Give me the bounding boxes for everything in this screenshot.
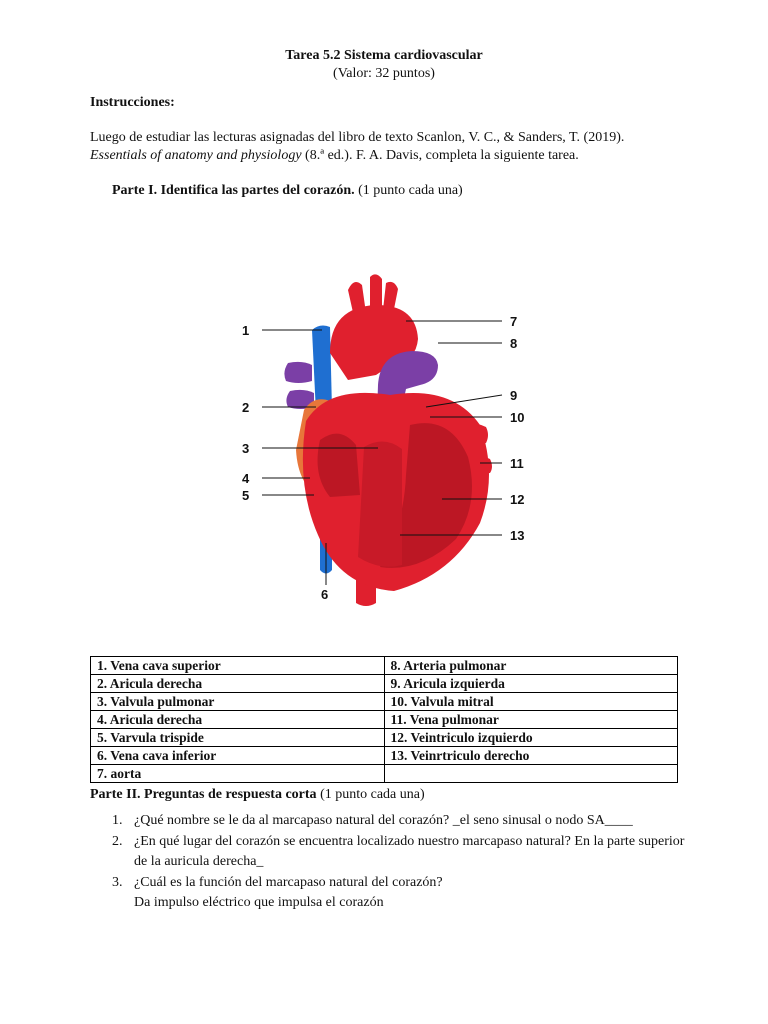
- label-4: 4: [242, 471, 250, 486]
- part1-title: Parte I. Identifica las partes del corazón.: [112, 183, 355, 198]
- table-cell: 6. Vena cava inferior: [91, 747, 385, 765]
- label-5: 5: [242, 488, 250, 503]
- list-item: [90, 873, 690, 913]
- heart-diagram: [180, 235, 580, 615]
- table-row: [91, 765, 678, 783]
- table-cell: 7. aorta: [91, 765, 385, 783]
- right-ventricle-chamber: [318, 434, 360, 497]
- question-number: 3.: [112, 875, 123, 890]
- answers-table: [90, 656, 678, 783]
- label-13: 13: [510, 528, 525, 543]
- table-cell: [384, 765, 678, 783]
- label-6: 6: [321, 587, 329, 602]
- table-row: [91, 729, 678, 747]
- label-10: 10: [510, 410, 525, 425]
- table-cell: 12. Veintriculo izquierdo: [384, 729, 678, 747]
- label-12: 12: [510, 492, 525, 507]
- list-item: [90, 832, 690, 872]
- label-8: 8: [510, 336, 518, 351]
- table-row: [91, 711, 678, 729]
- table-cell: 3. Valvula pulmonar: [91, 693, 385, 711]
- table-cell: 11. Vena pulmonar: [384, 711, 678, 729]
- questions-list: [90, 811, 690, 914]
- question-text: ¿Qué nombre se le da al marcapaso natural del corazón? _el seno sinusal o nodo SA____: [134, 813, 633, 828]
- question-text: ¿En qué lugar del corazón se encuentra localizado nuestro marcapaso natural? En la parte superior de la auricula derecha_: [134, 834, 685, 869]
- table-cell: 1. Vena cava superior: [91, 657, 385, 675]
- question-number: 2.: [112, 834, 123, 849]
- table-cell: 8. Arteria pulmonar: [384, 657, 678, 675]
- table-cell: 10. Valvula mitral: [384, 693, 678, 711]
- table-cell: 2. Aricula derecha: [91, 675, 385, 693]
- table-cell: 13. Veinrtriculo derecho: [384, 747, 678, 765]
- instructions-line-2: [90, 147, 690, 165]
- part1-points: (1 punto cada una): [354, 183, 463, 198]
- label-2: 2: [242, 400, 250, 415]
- table-cell: 4. Aricula derecha: [91, 711, 385, 729]
- table-cell: 9. Aricula izquierda: [384, 675, 678, 693]
- list-item: [90, 811, 690, 831]
- question-text: ¿Cuál es la función del marcapaso natural del corazón?: [134, 875, 443, 890]
- document-title: Tarea 5.2 Sistema cardiovascular: [285, 48, 483, 63]
- right-pulmonary-veins: [284, 362, 312, 383]
- part2-heading: [90, 787, 425, 803]
- label-1: 1: [242, 323, 250, 338]
- instructions-heading: Instrucciones:: [90, 95, 175, 110]
- heart-illustration: [180, 235, 580, 615]
- septum: [358, 441, 402, 566]
- document-subtitle: (Valor: 32 puntos): [333, 66, 435, 81]
- table-cell: 5. Varvula trispide: [91, 729, 385, 747]
- label-11: 11: [510, 456, 524, 471]
- question-number: 1.: [112, 813, 123, 828]
- part1-heading: [112, 183, 463, 199]
- label-7: 7: [510, 314, 518, 329]
- part2-title: Parte II. Preguntas de respuesta corta: [90, 787, 317, 802]
- table-row: [91, 693, 678, 711]
- part2-points: (1 punto cada una): [316, 787, 425, 802]
- label-3: 3: [242, 441, 250, 456]
- table-row: [91, 675, 678, 693]
- answer-text: Da impulso eléctrico que impulsa el corazón: [134, 895, 384, 910]
- table-row: [91, 657, 678, 675]
- instructions-line-1: Luego de estudiar las lecturas asignadas del libro de texto Scanlon, V. C., & Sanders, T. (2019).: [90, 130, 625, 145]
- book-title: Essentials of anatomy and physiology: [90, 148, 302, 163]
- label-9: 9: [510, 388, 518, 403]
- table-row: [91, 747, 678, 765]
- instructions-line-2-rest: (8.ª ed.). F. A. Davis, completa la siguiente tarea.: [301, 148, 579, 163]
